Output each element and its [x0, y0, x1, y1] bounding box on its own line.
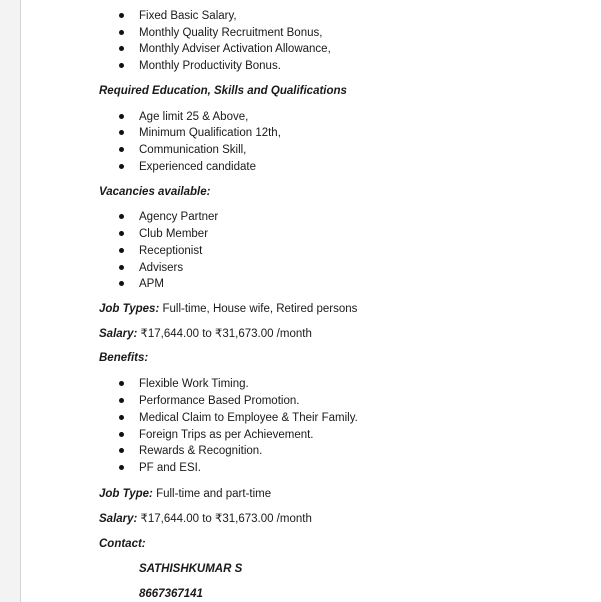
bullet-icon [119, 265, 124, 270]
bullet-icon [119, 415, 124, 420]
bullet-icon [119, 432, 124, 437]
bullet-icon [119, 30, 124, 35]
bullet-icon [119, 46, 124, 51]
vacancies-heading: Vacancies available: [99, 186, 211, 198]
bullet-icon [119, 147, 124, 152]
contact-heading: Contact: [99, 538, 146, 550]
document-page: Fixed Basic Salary, Monthly Quality Recruitment Bonus, Monthly Adviser Activation Allowance, Monthly Productivity Bonus. Required Education, Skills and Qualifications Age limit 25 & Above, Minimum Qualification 12th, Communication Skill, Experienced candidate Vacancies available: Agency Partner Club Member Receptionist Advisers APM Job Types: Full-time, House wife, Retired persons Salary: ₹17,644.00 to ₹31,673.00 /month Benefits: Flexible Work Timing. Performance Based Promotion. Medical Claim to Employee & Their Family. Foreign Trips as per Achievement. Rewards & Recognition. PF and ESI. Job Type: Full-time and part-time Salary: ₹17,644.00 to ₹31,673.00 /month Contact: SATHISHKUMAR S 8667367141 [20, 0, 601, 602]
salary-line: Salary: ₹17,644.00 to ₹31,673.00 /month [99, 513, 312, 525]
bullet-icon [119, 281, 124, 286]
bullet-icon [119, 381, 124, 386]
bullet-icon [119, 63, 124, 68]
bullet-icon [119, 448, 124, 453]
bullet-icon [119, 114, 124, 119]
bullet-icon [119, 248, 124, 253]
bullet-icon [119, 214, 124, 219]
contact-phone: 8667367141 [139, 588, 203, 600]
benefits-heading: Benefits: [99, 352, 149, 364]
bullet-icon [119, 130, 124, 135]
bullet-icon [119, 13, 124, 18]
job-type-line: Job Type: Full-time and part-time [99, 488, 272, 500]
bullet-icon [119, 231, 124, 236]
bullet-icon [119, 398, 124, 403]
salary-line: Salary: ₹17,644.00 to ₹31,673.00 /month [99, 328, 312, 340]
bullet-icon [119, 164, 124, 169]
contact-name: SATHISHKUMAR S [139, 563, 243, 575]
job-types-line: Job Types: Full-time, House wife, Retired persons [99, 303, 358, 315]
bullet-icon [119, 465, 124, 470]
requirements-heading: Required Education, Skills and Qualifications [99, 85, 347, 97]
